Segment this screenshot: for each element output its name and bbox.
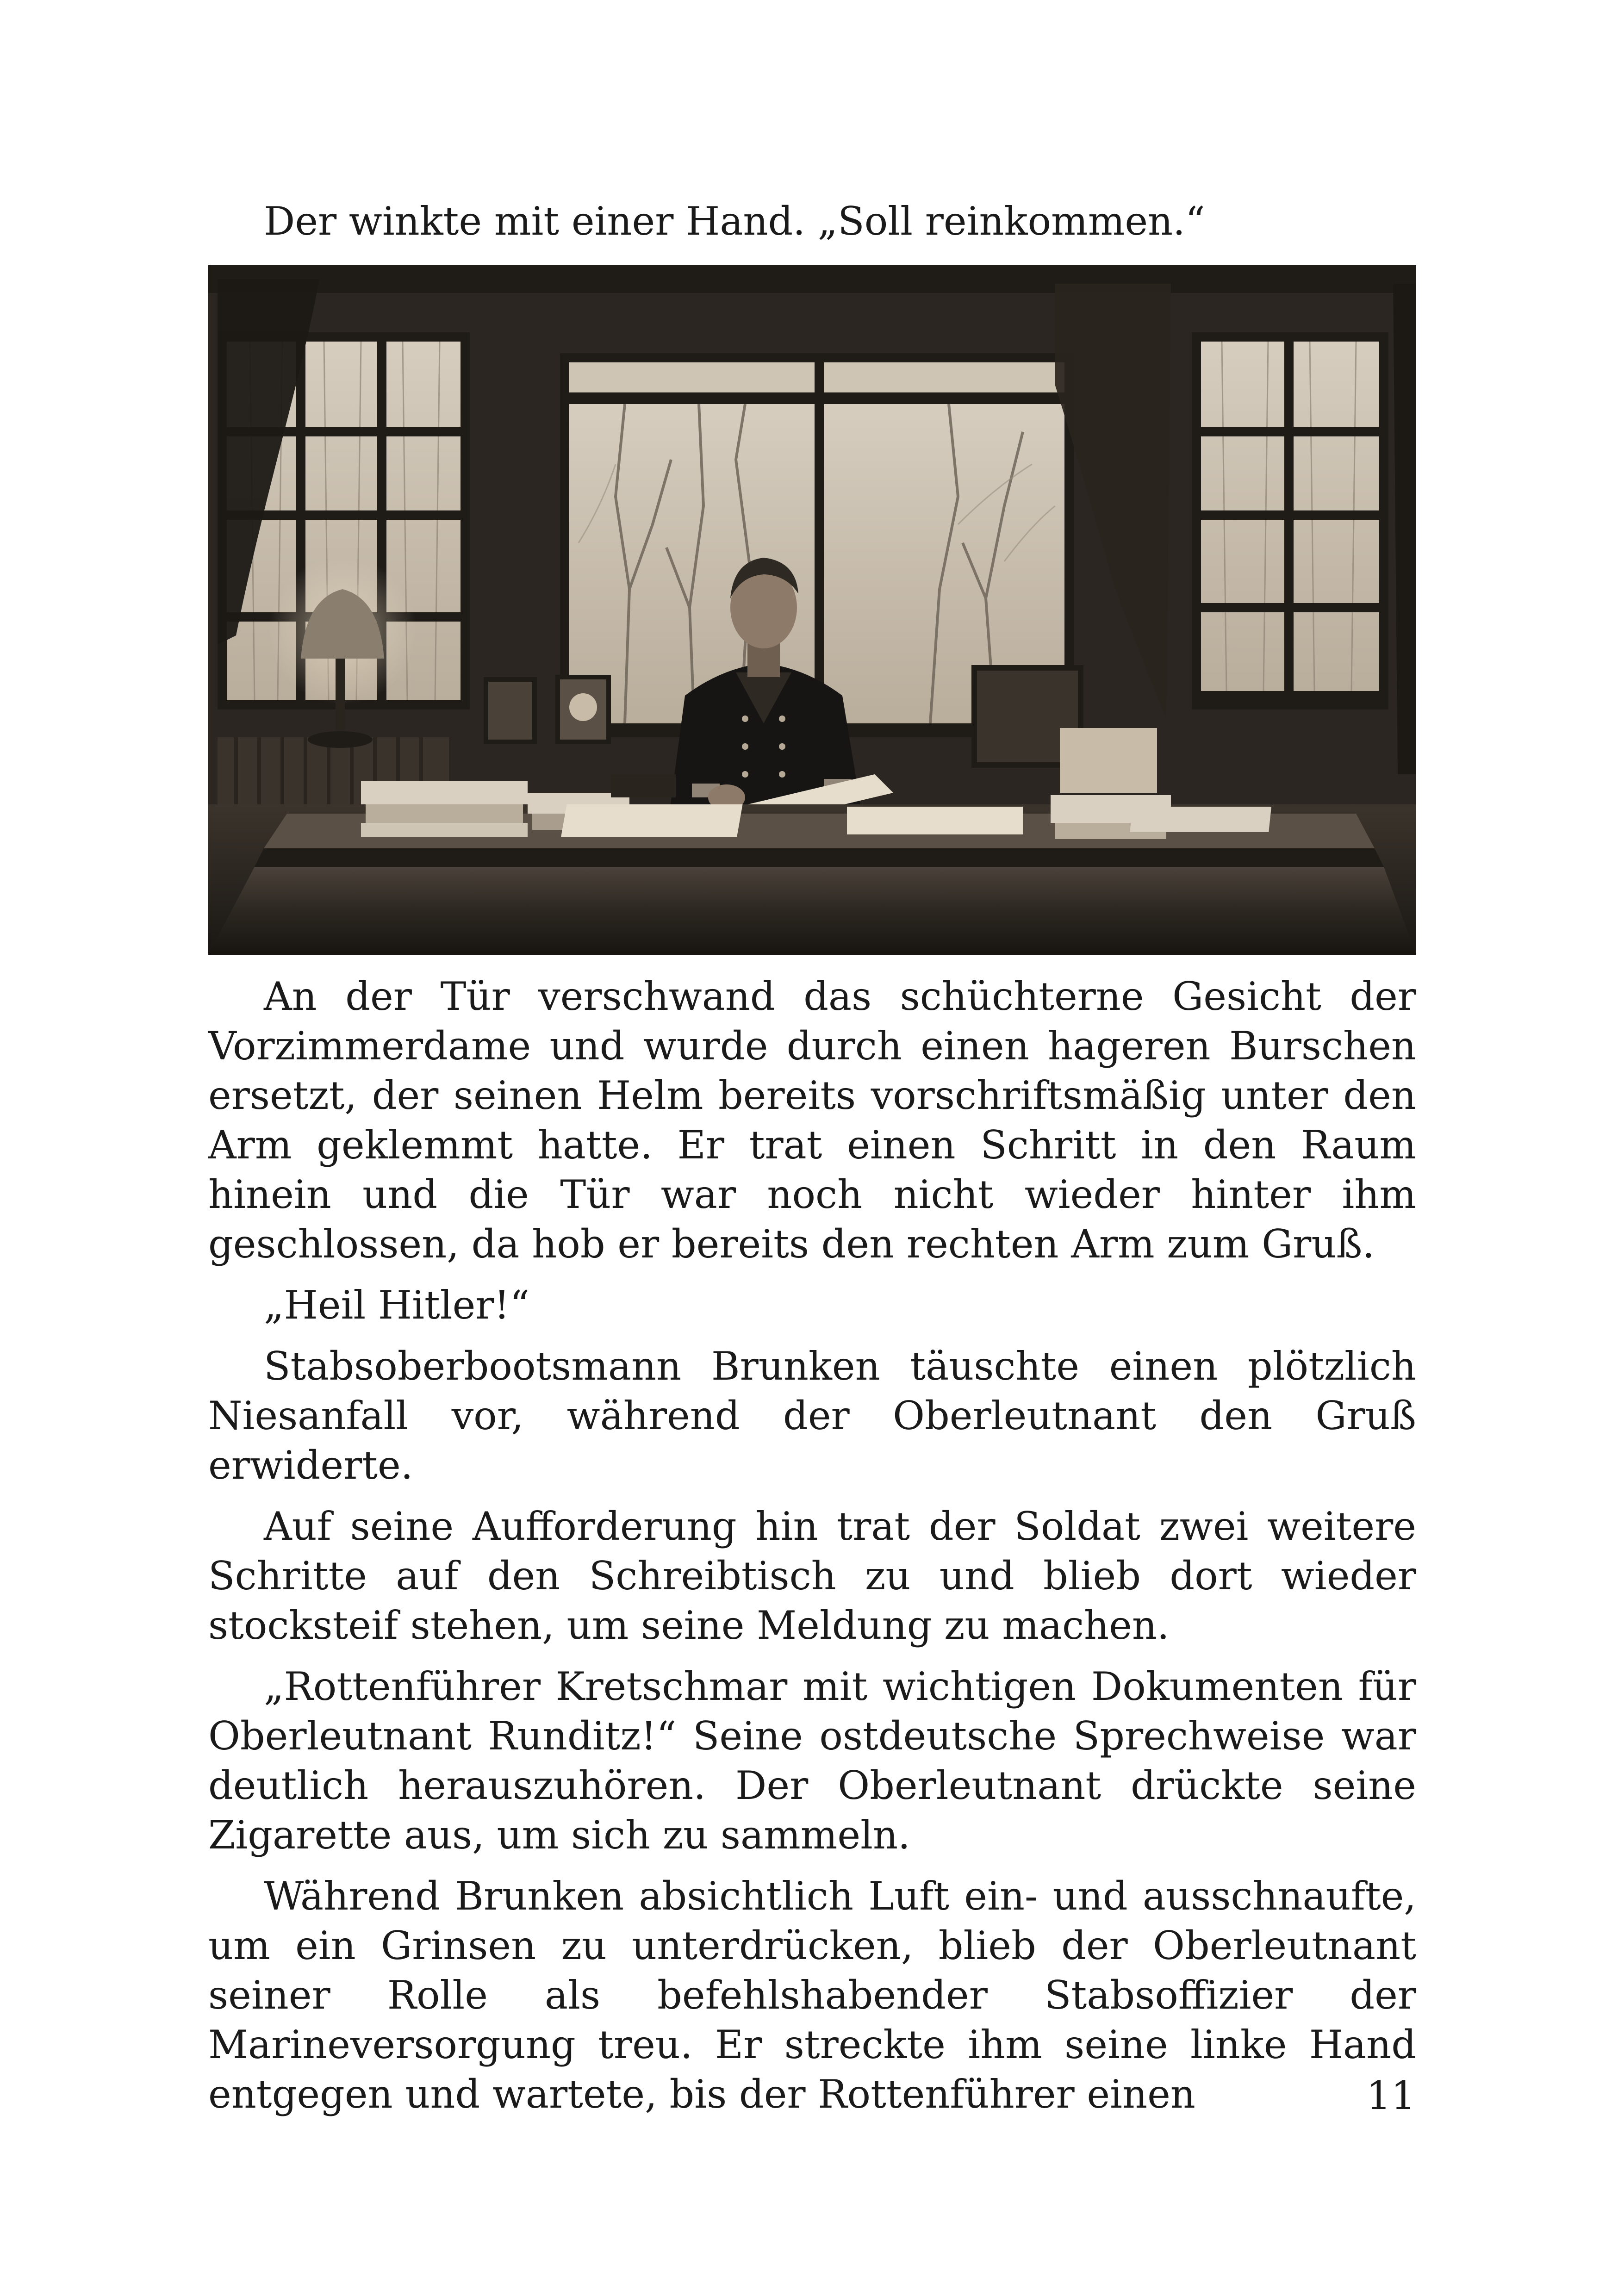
opening-text — [208, 197, 1416, 246]
illustration-officer-at-desk — [208, 265, 1416, 955]
paragraph: Während Brunken absichtlich Luft ein- und ausschnaufte, um ein Grinsen zu unterdrücken, blieb der Oberleutnant seiner Rolle als befehlshabender Stabsoffizier der Marineversorgung treu. Er streckte ihm seine linke Hand entgegen und wartete, bis der Rottenführer einen — [208, 1873, 1416, 2117]
page-number: 11 — [1366, 2073, 1416, 2118]
right-window — [1192, 332, 1388, 709]
paragraph: An der Tür verschwand das schüchterne Gesicht der Vorzimmerdame und wurde durch einen hageren Burschen ersetzt, der seinen Helm bereits vorschriftsmäßig unter den Arm geklemmt hatte. Er trat einen Schritt in den Raum hinein und die Tür war noch nicht wieder hinter ihm geschlossen, da hob er bereits den rechten Arm zum Gruß. — [208, 974, 1416, 1267]
paragraph: „Rottenführer Kretschmar mit wichtigen Dokumenten für Oberleutnant Runditz!“ Seine ostdeutsche Sprechweise war deutlich herauszuhören. Der Oberleutnant drückte seine Zigarette aus, um sich zu sammeln. — [208, 1664, 1416, 1858]
body-text — [208, 972, 1416, 2119]
paragraph: Auf seine Aufforderung hin trat der Soldat zwei weitere Schritte auf den Schreibtisch zu und blieb dort wieder stocksteif stehen, um seine Meldung zu machen. — [208, 1504, 1416, 1648]
paragraph: „Heil Hitler!“ — [264, 1282, 530, 1328]
picture-frame — [486, 679, 535, 742]
paragraph: Stabsoberbootsmann Brunken täuschte einen plötzlich Niesanfall vor, während der Oberleutnant den Gruß erwiderte. — [208, 1344, 1416, 1488]
paragraph: Der winkte mit einer Hand. „Soll reinkommen.“ — [264, 199, 1205, 244]
